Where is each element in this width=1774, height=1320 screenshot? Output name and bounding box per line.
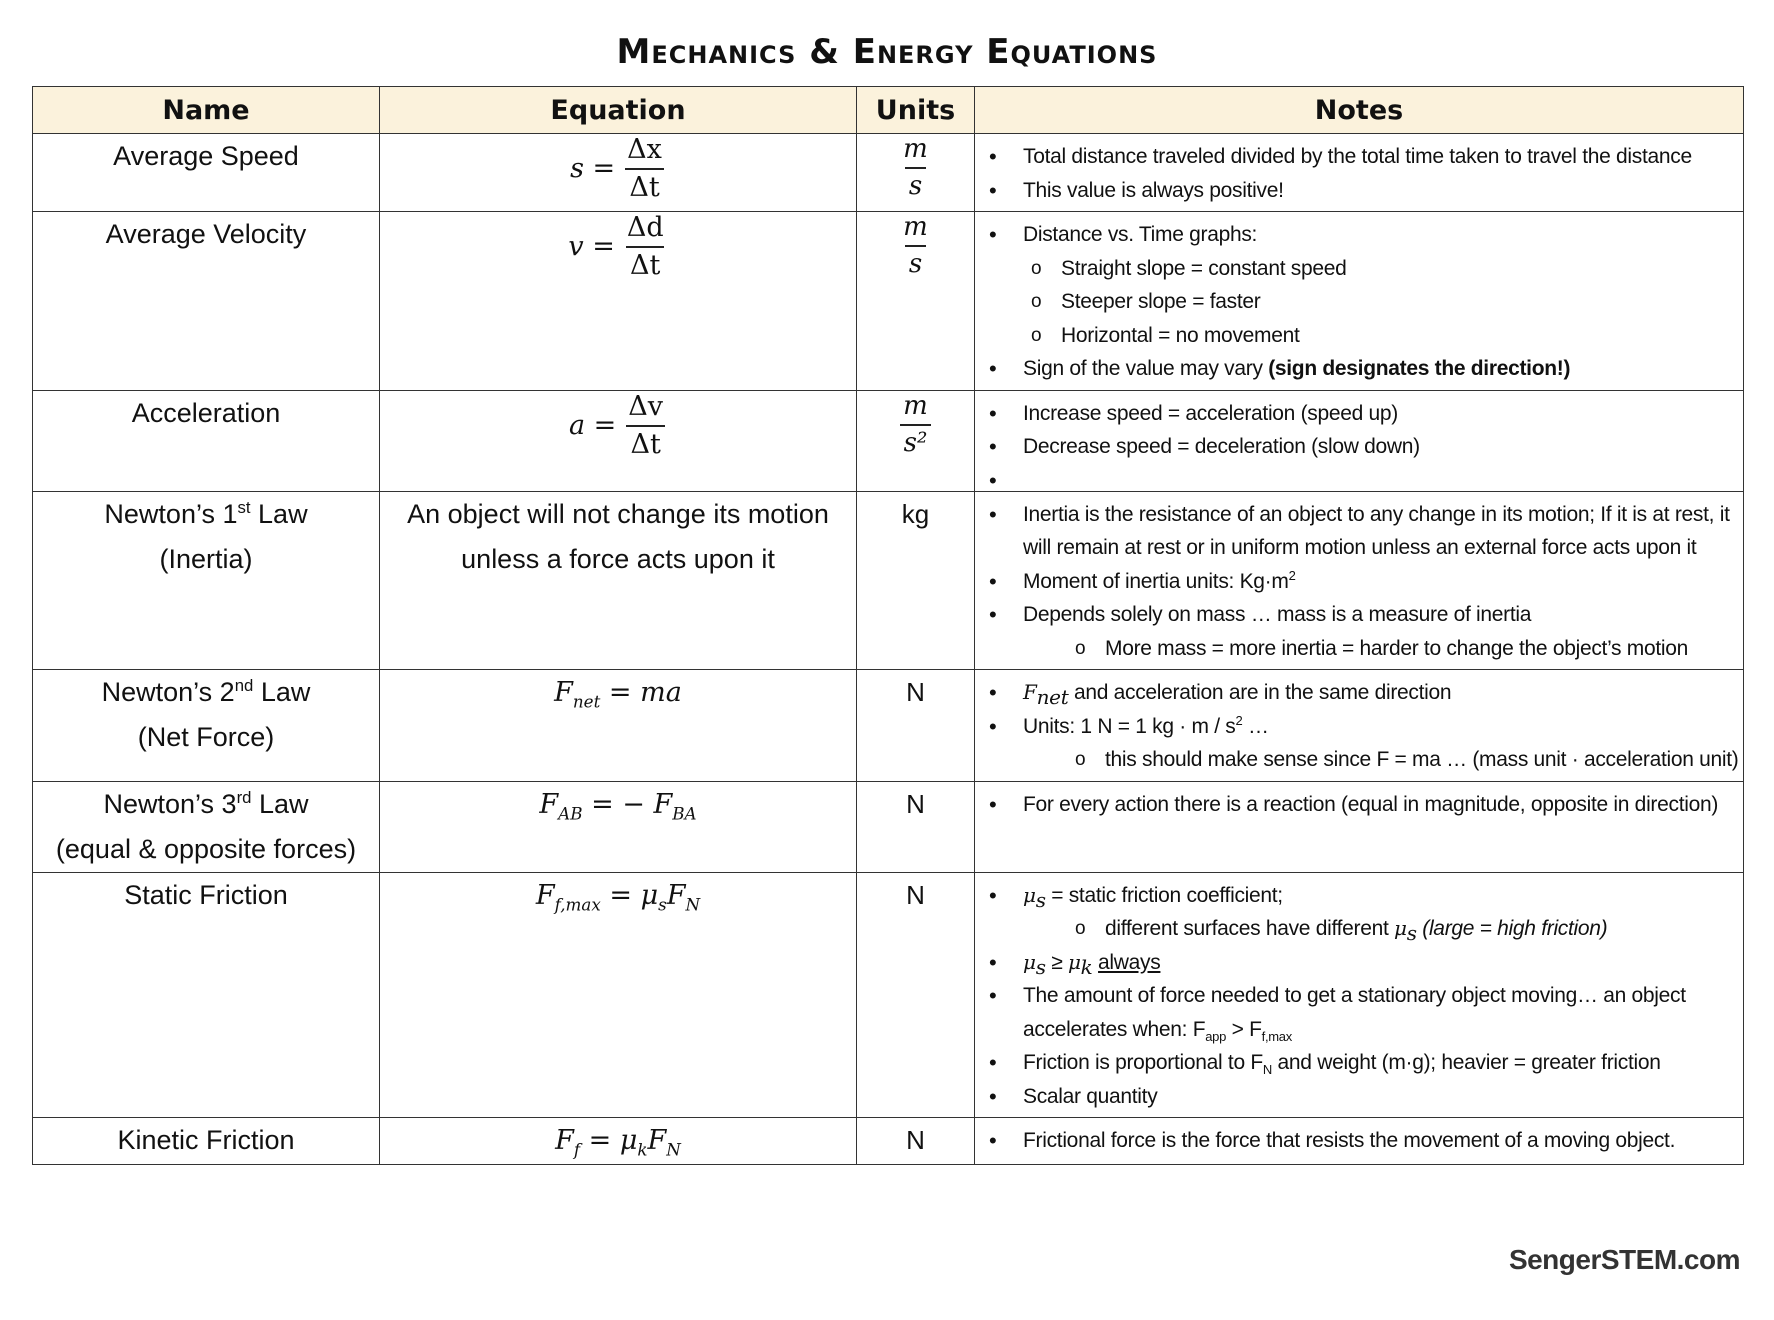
row-name: [33, 491, 380, 670]
note-item: • For every action there is a reaction (equal in magnitude, opposite in direction): [975, 788, 1743, 822]
note-text: (large = high friction): [1416, 917, 1608, 940]
eq-operator: = μ: [580, 1125, 638, 1156]
row-notes: [975, 872, 1744, 1118]
row-name: [33, 670, 380, 782]
eq-subscript: f,max: [554, 893, 601, 914]
note-subitem: o Straight slope = constant speed: [975, 252, 1743, 286]
note-item: • Decrease speed = deceleration (slow down): [975, 430, 1743, 464]
eq-symbol: F: [539, 788, 559, 820]
note-text: and weight (m·g); heavier = greater friction: [1272, 1051, 1661, 1074]
note-text: The amount of force needed to get a stationary object moving… an object accelerates when: F: [1023, 984, 1686, 1041]
note-item: [975, 946, 1743, 980]
name-text: Law: [250, 498, 308, 529]
eq-subscript: N: [685, 893, 701, 914]
row-units: N: [857, 872, 975, 1118]
row-units: N: [857, 1118, 975, 1165]
note-item: • Depends solely on mass … mass is a measure of inertia: [975, 598, 1743, 632]
note-subscript: f,max: [1261, 1028, 1292, 1044]
units-fraction: [899, 212, 932, 279]
note-math: F: [1023, 680, 1037, 704]
fraction-denominator: Δt: [626, 425, 664, 460]
name-ordinal: st: [237, 497, 251, 517]
row-name: Kinetic Friction: [33, 1118, 380, 1165]
note-text: > F: [1226, 1017, 1262, 1041]
equations-table: [32, 86, 1744, 1165]
note-subitem: o Steeper slope = faster: [975, 285, 1743, 319]
note-text: and acceleration are in the same direction: [1068, 681, 1452, 704]
table-row: [33, 872, 1744, 1118]
note-math: μ: [1067, 949, 1081, 974]
name-text: Newton’s 1: [104, 498, 238, 529]
note-emphasis: (sign designates the direction!): [1268, 357, 1571, 380]
note-text: ≥: [1045, 950, 1068, 974]
header-row: [33, 87, 1744, 134]
note-superscript: 2: [1288, 567, 1296, 583]
note-subscript: net: [1036, 685, 1069, 710]
table-row: [33, 212, 1744, 391]
fraction-denominator: Δt: [625, 168, 663, 203]
row-notes: [975, 212, 1744, 391]
note-item: [975, 565, 1743, 599]
name-ordinal: rd: [236, 787, 252, 807]
note-text: different surfaces have different: [1105, 917, 1395, 940]
note-subscript: s: [1406, 921, 1417, 946]
units-denominator: s: [905, 245, 926, 279]
equation-lhs: s =: [570, 153, 616, 184]
eq-subscript: k: [637, 1139, 648, 1160]
note-item: • Total distance traveled divided by the total time taken to travel the distance: [975, 140, 1743, 174]
note-subitem: [975, 912, 1743, 946]
row-name: Acceleration: [33, 390, 380, 491]
note-item: [975, 710, 1743, 744]
note-math: μ: [1023, 949, 1036, 974]
header-name: Name: [33, 87, 380, 134]
name-line: [33, 670, 379, 715]
units-numerator: m: [903, 134, 928, 164]
row-equation: [380, 781, 857, 872]
eq-subscript: s: [658, 893, 667, 914]
row-notes: [975, 134, 1744, 212]
eq-subscript: f: [573, 1139, 581, 1160]
note-item: [975, 352, 1743, 386]
eq-subscript: BA: [672, 802, 697, 823]
row-equation: [380, 390, 857, 491]
note-item: [975, 879, 1743, 913]
row-units: [857, 212, 975, 391]
name-subtitle: (equal & opposite forces): [55, 833, 357, 864]
note-superscript: 2: [1235, 712, 1243, 728]
row-notes: [975, 781, 1744, 872]
row-units: kg: [857, 491, 975, 670]
equation-fraction: [624, 391, 667, 460]
row-equation: [380, 670, 857, 782]
equation-fraction: [623, 134, 666, 203]
units-denominator: s²: [900, 424, 932, 458]
note-math: μ: [1394, 916, 1407, 940]
note-emphasis: always: [1098, 950, 1161, 974]
row-name: Static Friction: [33, 872, 380, 1118]
note-item: [975, 1046, 1743, 1080]
note-subscript: s: [1035, 954, 1046, 979]
note-item: • Scalar quantity: [975, 1080, 1743, 1114]
note-text: = static friction coefficient;: [1045, 883, 1283, 907]
row-equation: [380, 1118, 857, 1165]
header-notes: Notes: [975, 87, 1744, 134]
name-line: [33, 782, 379, 827]
row-name: Average Speed: [33, 134, 380, 212]
row-equation: [380, 872, 857, 1118]
eq-subscript: N: [666, 1139, 681, 1160]
eq-operator: = −: [582, 788, 654, 820]
fraction-numerator: Δv: [628, 390, 664, 422]
row-name: Average Velocity: [33, 212, 380, 391]
fraction-numerator: Δd: [626, 212, 664, 243]
row-notes: [975, 1118, 1744, 1165]
name-ordinal: nd: [234, 676, 254, 695]
row-equation: [380, 212, 857, 391]
row-units: [857, 390, 975, 491]
equation-lhs: a =: [568, 409, 617, 441]
units-fraction: [899, 391, 932, 458]
row-units: N: [857, 781, 975, 872]
row-units: [857, 134, 975, 212]
equation-fraction: [623, 212, 668, 281]
name-text: Law: [251, 788, 309, 819]
note-subscript: app: [1205, 1028, 1227, 1044]
table-row: [33, 670, 1744, 782]
note-subscript: s: [1035, 887, 1046, 912]
eq-symbol: F: [647, 1125, 667, 1156]
eq-operator: = μ: [600, 879, 659, 911]
eq-symbol: F: [555, 1125, 574, 1156]
note-text: …: [1242, 714, 1269, 738]
note-subscript: k: [1080, 954, 1093, 979]
eq-symbol: F: [554, 677, 573, 708]
table-row: [33, 491, 1744, 670]
name-text: Newton’s 3: [103, 788, 237, 819]
eq-symbol: F: [653, 788, 673, 820]
note-item: [975, 979, 1743, 1046]
site-credit: SengerSTEM.com: [1508, 1244, 1740, 1275]
note-subitem: o Horizontal = no movement: [975, 319, 1743, 353]
table-row: [33, 134, 1744, 212]
note-subitem: o this should make sense since F = ma … (mass unit · acceleration unit): [975, 743, 1743, 777]
page-title: Mechanics & Energy Equations: [616, 32, 1158, 72]
header-units: Units: [857, 87, 975, 134]
row-notes: [975, 670, 1744, 782]
fraction-numerator: Δx: [627, 134, 662, 165]
units-denominator: s: [905, 167, 926, 201]
units-numerator: m: [903, 212, 928, 242]
note-text: Units: 1 N = 1 kg · m / s: [1023, 714, 1236, 738]
note-item: • Frictional force is the force that resists the movement of a moving object.: [975, 1124, 1743, 1158]
fraction-denominator: Δt: [626, 246, 664, 281]
note-math: μ: [1023, 882, 1036, 907]
row-notes: [975, 491, 1744, 670]
eq-symbol: F: [666, 879, 686, 911]
note-item: • Inertia is the resistance of an object to any change in its motion; If it is at rest, it will remain at rest or in uniform motion unless an external force acts upon it: [975, 498, 1743, 565]
eq-subscript: net: [572, 691, 601, 712]
row-units: N: [857, 670, 975, 782]
table-row: [33, 781, 1744, 872]
name-subtitle: (Inertia): [159, 543, 253, 574]
row-equation: An object will not change its motion unless a force acts upon it: [380, 491, 857, 670]
row-name: [33, 781, 380, 872]
table-row: [33, 390, 1744, 491]
name-subtitle: (Net Force): [137, 722, 275, 752]
note-text: Friction is proportional to F: [1023, 1051, 1263, 1074]
note-item: • This value is always positive!: [975, 174, 1743, 208]
row-equation: [380, 134, 857, 212]
name-line: [33, 492, 379, 537]
note-item: [975, 676, 1743, 710]
eq-rhs: = ma: [600, 677, 682, 708]
name-text: Law: [253, 677, 311, 707]
note-item: • Increase speed = acceleration (speed up): [975, 397, 1743, 431]
equation-lhs: v =: [568, 231, 615, 262]
note-subitem: o More mass = more inertia = harder to change the object’s motion: [975, 632, 1743, 666]
note-item: • Distance vs. Time graphs:: [975, 218, 1743, 252]
row-notes: [975, 390, 1744, 491]
eq-symbol: F: [535, 879, 555, 911]
note-text: Moment of inertia units: Kg·m: [1023, 569, 1289, 593]
table-row: [33, 1118, 1744, 1165]
name-text: Newton’s 2: [101, 677, 235, 707]
eq-subscript: AB: [558, 802, 583, 823]
note-subscript: N: [1262, 1062, 1273, 1078]
note-text: Sign of the value may vary: [1023, 357, 1269, 380]
header-equation: Equation: [380, 87, 857, 134]
units-fraction: [899, 134, 932, 201]
units-numerator: m: [903, 390, 928, 421]
